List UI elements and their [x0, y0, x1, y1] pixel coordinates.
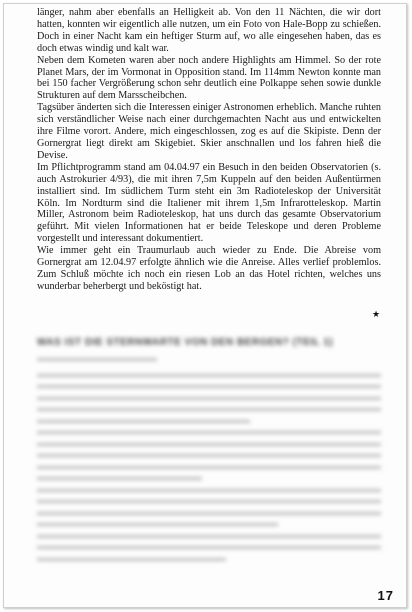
blurred-text-line: [37, 489, 381, 492]
blurred-text-line: [37, 523, 278, 526]
blurred-heading: WAS IST DIE STERNWARTE VON DEN BERGEN? (TEIL 1): [37, 337, 334, 348]
article-body: [37, 7, 381, 293]
end-mark-star-icon: ★: [372, 309, 381, 319]
blurred-next-article: [37, 337, 381, 569]
paragraph: Tagsüber änderten sich die Interessen einiger Astronomen erheblich. Manche ruhten sich verständlicher Weise nach einer durchgemachten Nacht aus und entwickelten ihre Filme vorort. Andere, mich eingeschlossen, zog es auf die Skipiste. Denn der Gornergrat liegt direkt am Skigebiet. Skier anschnallen und los fahren hieß die Devise.: [37, 102, 381, 161]
blurred-text-line: [37, 546, 381, 549]
blurred-text-line: [37, 374, 381, 377]
paragraph: Im Pflichtprogramm stand am 04.04.97 ein Besuch in den beiden Observatorien (s. auch Astrokurier 4/93), die mit ihren 7,5m Kuppeln auf den beiden Außentürmen installiert sind. Im südlichem Turm steht ein 3m Radioteleskop der Universität Köln. Im Nordturm sind die Italiener mit ihrem 1,5m Infrarotteleskop. Martin Miller, Astronom beim Radioteleskop, hat uns durch das gesamte Observatorium geführt. Mit vielen Informationen hat er beide Teleskope und deren Probleme vorgestellt und interessant dokumentiert.: [37, 161, 381, 245]
blurred-text-line: [37, 512, 381, 515]
blurred-text-line: [37, 454, 381, 457]
blurred-text-line: [37, 408, 381, 411]
blurred-text-line: [37, 385, 381, 388]
blurred-text-line: [37, 397, 381, 400]
document-page: [3, 3, 407, 608]
paragraph: Neben dem Kometen waren aber noch andere Highlights am Himmel. So der rote Planet Mars, der im Vormonat in Opposition stand. Im 114mm Newton konnte man bei 150 facher Vergrößerung schon sehr deutlich eine Polkappe sehen sowie dunkle Strukturen auf dem Marsscheibchen.: [37, 54, 381, 102]
blurred-text-line: [37, 477, 202, 480]
blurred-text-line: [37, 443, 381, 446]
paragraph: Wie immer geht ein Traumurlaub auch wieder zu Ende. Die Abreise vom Gornergrat am 12.04.97 erfolgte ähnlich wie die Anreise. Alles verlief problemlos. Zum Schluß möchte ich noch ein riesen Lob an das Hotel richten, welches uns wunderbar beherbergt und beköstigt hat.: [37, 245, 381, 292]
page-number: 17: [377, 588, 394, 603]
blurred-text-line: [37, 431, 381, 434]
blurred-text-line: [37, 558, 226, 561]
blurred-text-line: [37, 466, 381, 469]
paragraph: länger, nahm aber ebenfalls an Helligkeit ab. Von den 11 Nächten, die wir dort hatten, konnten wir eigentlich alle nutzen, um ein Foto von Hale-Bopp zu schießen. Doch in einer Nacht kam ein heftiger Sturm auf, wo alle eingesehen haben, das es doch etwas windig und kalt war.: [37, 7, 381, 54]
blurred-text-line: [37, 535, 381, 538]
blurred-text-line: [37, 420, 250, 423]
blurred-text-line: [37, 500, 381, 503]
blurred-text-line: [37, 358, 157, 361]
